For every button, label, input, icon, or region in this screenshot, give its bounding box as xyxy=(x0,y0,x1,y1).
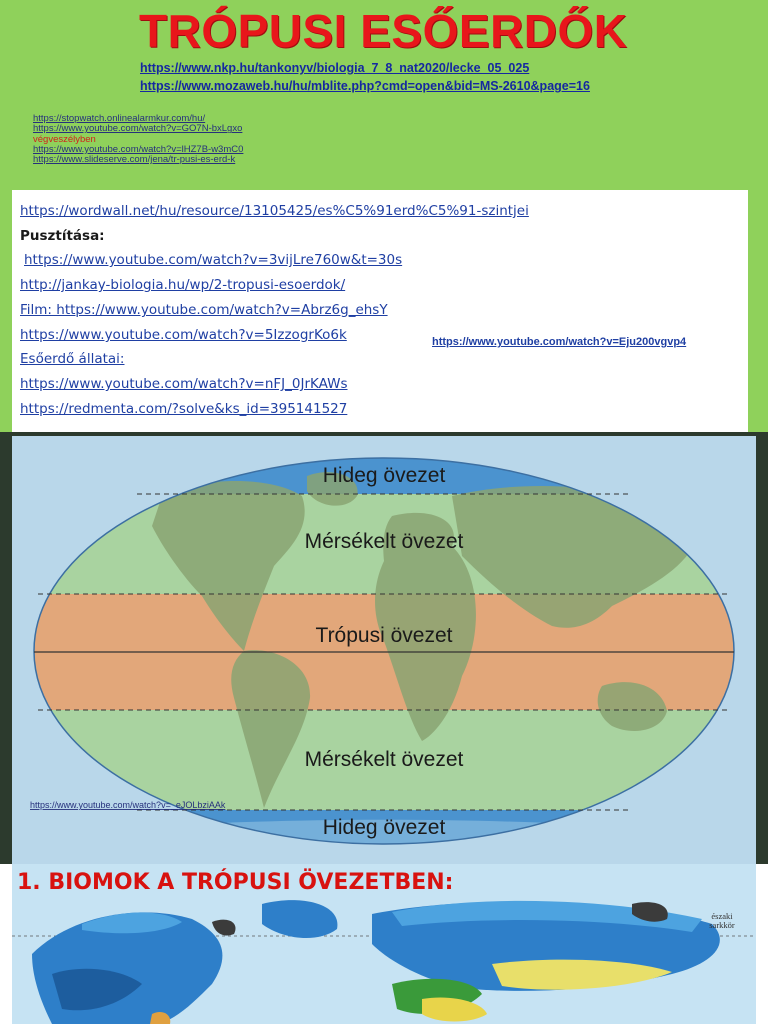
climate-zone-section xyxy=(0,432,768,864)
zone-label-cold-north: Hideg övezet xyxy=(322,464,446,487)
zone-label-temperate-south: Mérsékelt övezet xyxy=(304,748,464,771)
zone-map-graphic xyxy=(12,436,756,864)
redmenta-link[interactable]: https://redmenta.com/?solve&ks_id=395141527 xyxy=(20,401,348,417)
side-video-link[interactable]: https://www.youtube.com/watch?v=Eju200vgvp4 xyxy=(432,336,687,348)
stopwatch-link[interactable]: https://stopwatch.onlinealarmkur.com/hu/ xyxy=(33,113,206,124)
zone-label-cold-south: Hideg övezet xyxy=(322,816,446,839)
slideserve-link[interactable]: https://www.slideserve.com/jena/tr-pusi-es-erd-k xyxy=(33,154,236,166)
nkp-link[interactable]: https://www.nkp.hu/tankonyv/biologia_7_8_nat2020/lecke_05_025 xyxy=(140,61,530,75)
greenland-biome xyxy=(262,900,337,938)
warning-text: végveszélyben xyxy=(33,133,96,145)
desert-biome xyxy=(422,997,487,1021)
animals-link[interactable]: https://www.youtube.com/watch?v=nFJ_0JrKAWs xyxy=(20,376,348,392)
title-section xyxy=(0,0,768,432)
animals-label: Esőerdő állatai: xyxy=(20,351,125,367)
climate-zone-map xyxy=(12,436,756,864)
ice-cap-na xyxy=(212,920,235,936)
resource-panel xyxy=(12,190,748,432)
youtube-link-2[interactable]: https://www.youtube.com/watch?v=lHZ7B-w3mC0 xyxy=(33,143,244,155)
biome-section xyxy=(0,864,768,1024)
destruction-label: Pusztítása: xyxy=(20,228,105,244)
video-link[interactable]: https://www.youtube.com/watch?v=5IzzogrKo6k xyxy=(20,327,347,343)
film-link[interactable]: Film: https://www.youtube.com/watch?v=Abrz6g_ehsY xyxy=(20,302,388,318)
wordwall-link[interactable]: https://wordwall.net/hu/resource/13105425/es%C5%91erd%C5%91-szintjei xyxy=(20,203,529,219)
biome-section-title: 1. BIOMOK A TRÓPUSI ÖVEZETBEN: xyxy=(17,870,454,895)
small-link-list xyxy=(33,114,243,165)
arctic-circle-label: északi sarkkör xyxy=(709,911,735,930)
overlay-youtube-link: https://www.youtube.com/watch?v=_eJOLbziAAk xyxy=(30,800,226,810)
zone-label-tropical: Trópusi övezet xyxy=(315,624,453,647)
youtube-link-1[interactable]: https://www.youtube.com/watch?v=GO7N-bxLgxo xyxy=(33,123,243,135)
page-title: TRÓPUSI ESŐERDŐK xyxy=(139,5,628,57)
zone-label-temperate-north: Mérsékelt övezet xyxy=(304,530,464,553)
jankay-link[interactable]: http://jankay-biologia.hu/wp/2-tropusi-esoerdok/ xyxy=(20,277,346,293)
destruction-link[interactable]: https://www.youtube.com/watch?v=3vijLre760w&t=30s xyxy=(24,252,403,268)
mozaweb-link[interactable]: https://www.mozaweb.hu/hu/mblite.php?cmd=open&bid=MS-2610&page=16 xyxy=(140,79,590,93)
